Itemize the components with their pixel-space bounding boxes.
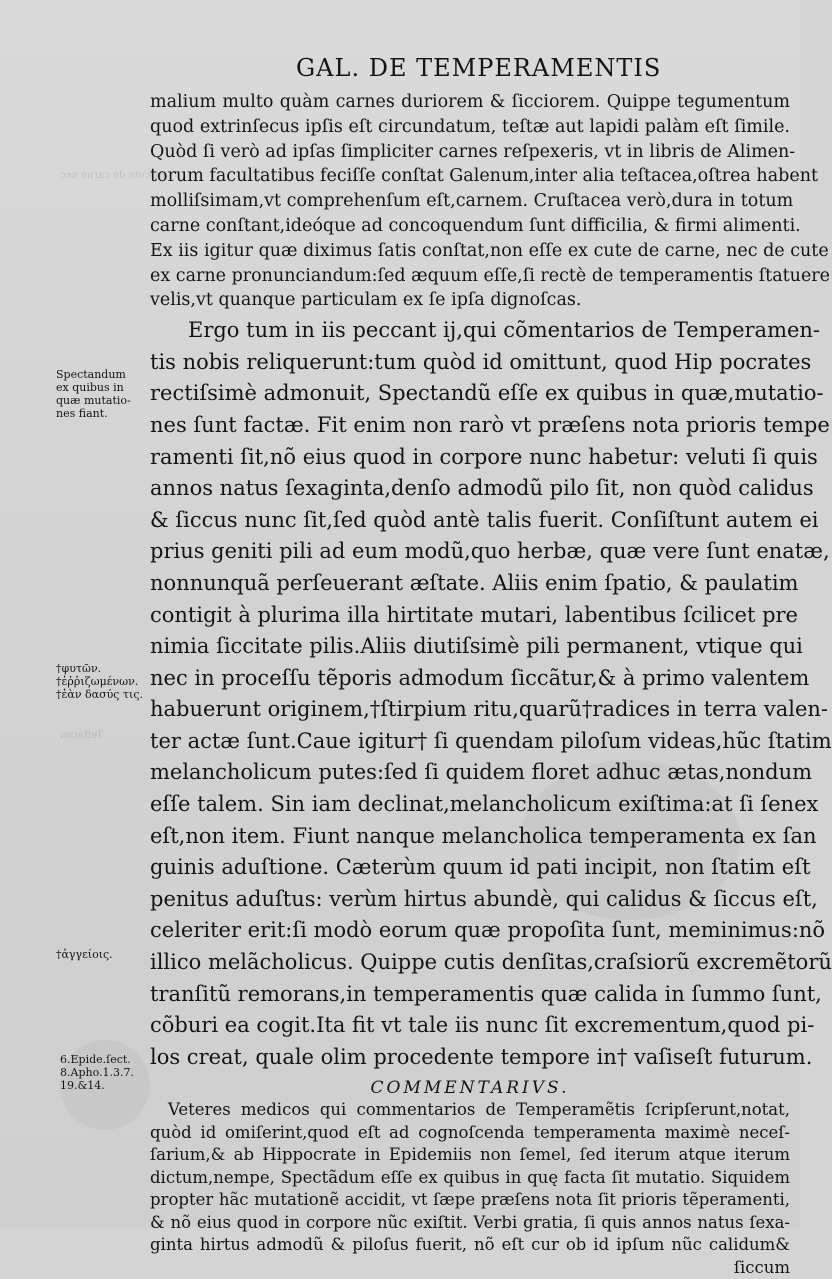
running-head: GAL. DE TEMPERAMENTIS: [296, 54, 662, 82]
commentary-paragraph: [150, 1099, 790, 1279]
text-line: melancholicum putes:ſed ſi quidem floret adhuc ætas,nondum: [150, 760, 813, 785]
text-line: ginta hirtus admodũ & piloſus fuerit, nõ eſt cur ob id ipſum nũc calidum&: [150, 1235, 790, 1255]
margin-note-line: quæ mutatio-: [56, 394, 131, 407]
text-line: tranſitũ remorans,in temperamentis quæ calida in ſummo ſunt,: [150, 981, 822, 1006]
margin-note-line: nes fiant.: [56, 407, 108, 420]
margin-note-line: †ἀγγείοις.: [56, 948, 113, 961]
top-paragraph: [150, 90, 831, 313]
text-line: quòd id omiſerint,quod eſt ad cognoſcenda temperamenta maximè neceſ-: [150, 1122, 790, 1142]
text-line: nec in proceſſu tẽporis admodum ſiccãtur,& à primo valentem: [150, 665, 810, 690]
margin-note-line: 19.&14.: [60, 1079, 105, 1092]
text-line: celeriter erit:ſi modò eorum quæ propoſita ſunt, meminimus:nõ: [150, 918, 826, 943]
text-line: eſt,non item. Fiunt nanque melancholica temperamenta ex ſan: [150, 823, 817, 848]
text-line: eſſe talem. Sin iam declinat,melancholicum exiſtima:at ſi ſenex: [150, 792, 819, 817]
text-line: malium multo quàm carnes duriorem & ſicciorem. Quippe tegumentum: [150, 92, 790, 112]
text-line: nes ſunt factæ. Fit enim non rarò vt præſens nota prioris tempe: [150, 412, 830, 437]
margin-note-line: 6.Epide.ſect.: [60, 1053, 131, 1066]
text-line: contigit à plurima illa hirtitate mutari, labentibus ſcilicet pre: [150, 602, 798, 627]
text-line: illico melãcholicus. Quippe cutis denſitas,craſsiorũ excremẽtorũ: [150, 950, 832, 975]
text-line: ſarium,& ab Hippocrate in Epidemiis non ſemel, ſed iterum atque iterum: [150, 1145, 790, 1165]
main-paragraph: [150, 315, 832, 1073]
text-line: Quòd ſi verò ad ipſas ſimpliciter carnes reſpexeris, vt in libris de Alimen-: [150, 141, 796, 162]
text-line: Ex iis igitur quæ diximus ſatis conſtat,non eſſe ex cute de carne, nec de cute: [150, 240, 829, 261]
section-title: COMMENTARIVS.: [370, 1078, 570, 1099]
text-line: los creat, quale olim procedente tempore in† vaſiseſt futurum.: [150, 1044, 813, 1069]
text-line: dictum,nempe, Spectãdum eſſe ex quibus in quę facta ſit mutatio. Siquidem: [150, 1167, 790, 1187]
text-line: quod extrinſecus ipſis eſt circundatum, teſtæ aut lapidi palàm eſt ſimile.: [150, 116, 790, 137]
margin-note-line: †ἐὰν δασύς τις.: [56, 688, 143, 701]
margin-note-line: †ἐῤῥιζωμένων.: [56, 675, 139, 688]
margin-note-line: †φυτῶν.: [56, 662, 102, 675]
text-line: propter hãc mutationẽ accidit, vt ſæpe præſens nota ſit prioris tẽperamenti,: [150, 1190, 790, 1210]
text-line: ex carne pronunciandum:ſed æquum eſſe,ſi rectè de temperamentis ſtatuere: [150, 265, 831, 286]
text-block: [150, 90, 832, 1279]
text-line: guinis aduſtione. Cæterùm quum id pati incipit, non ſtatim eſt: [150, 855, 811, 880]
text-line: ramenti ſit,nõ eius quod in corpore nunc habetur: veluti ſi quis: [150, 444, 818, 469]
margin-note-line: 8.Apho.1.3.7.: [60, 1066, 134, 1079]
text-line: nimia ſiccitate pilis.Aliis diutiſsimè pili permanent, vtique qui: [150, 634, 803, 659]
margin-note-line: Spectandum: [56, 368, 126, 381]
text-line: & ſiccus nunc ſit,ſed quòd antè talis fuerit. Conſiſtunt autem ei: [150, 507, 819, 532]
text-line: ter actæ ſunt.Caue igitur† ſi quendam piloſum videas,hũc ſtatim: [150, 728, 832, 753]
text-line: tis nobis reliquerunt:tum quòd id omittunt, quod Hip pocrates: [150, 349, 812, 374]
margin-note-line: ex quibus in: [56, 381, 124, 394]
text-line: carne conſtant,ideóque ad concoquendum ſunt difficilia, & firmi alimenti.: [150, 215, 801, 236]
text-line: & nõ eius quod in corpore nũc exiſtit. Verbi gratia, ſi quis annos natus ſexa-: [150, 1212, 790, 1232]
text-line: Ergo tum in iis peccant ij,qui cõmentarios de Temperamen-: [188, 318, 821, 343]
bleed-through-text: Teſtacea: [60, 730, 103, 741]
text-line: Veteres medicos qui commentarios de Temperamẽtis ſcripſerunt,notat,: [168, 1100, 790, 1120]
text-line: molliſsimam,vt comprehenſum eſt,carnem. Cruſtacea verò,dura in totum: [150, 191, 794, 212]
text-line: penitus aduſtus: verùm hirtus abundè, qui calidus & ſiccus eſt,: [150, 886, 818, 911]
text-line: prius geniti pili ad eum modũ,quo herbæ, quæ vere ſunt enatæ,: [150, 539, 830, 564]
bleed-through-text: ex cute de carne nec: [60, 170, 166, 181]
margin-note-greek-vessels: [56, 948, 146, 961]
margin-note-greek: [56, 662, 146, 701]
text-line: torum facultatibus feciſſe conſtat Galenum,inter alia teſtacea,oſtrea habent: [150, 166, 818, 187]
text-line: annos natus ſexaginta,denſo admodũ pilo ſit, non quòd calidus: [150, 476, 814, 501]
text-line: velis,vt quanque particulam ex ſe ipſa dignoſcas.: [150, 290, 582, 311]
text-line: habuerunt originem,†ſtirpium ritu,quarũ†radices in terra valen-: [150, 697, 828, 722]
text-line: cõburi ea cogit.Ita fit vt tale iis nunc ſit excrementum,quod pi-: [150, 1013, 815, 1038]
text-line: nonnunquã perſeuerant æſtate. Aliis enim ſpatio, & paulatim: [150, 570, 799, 595]
text-line: rectiſsimè admonuit, Spectandũ eſſe ex quibus in quæ,mutatio-: [150, 381, 824, 406]
catchword: ſiccum: [733, 1257, 790, 1277]
margin-note-references: [60, 1053, 150, 1092]
margin-note-spectandum: [56, 368, 146, 420]
